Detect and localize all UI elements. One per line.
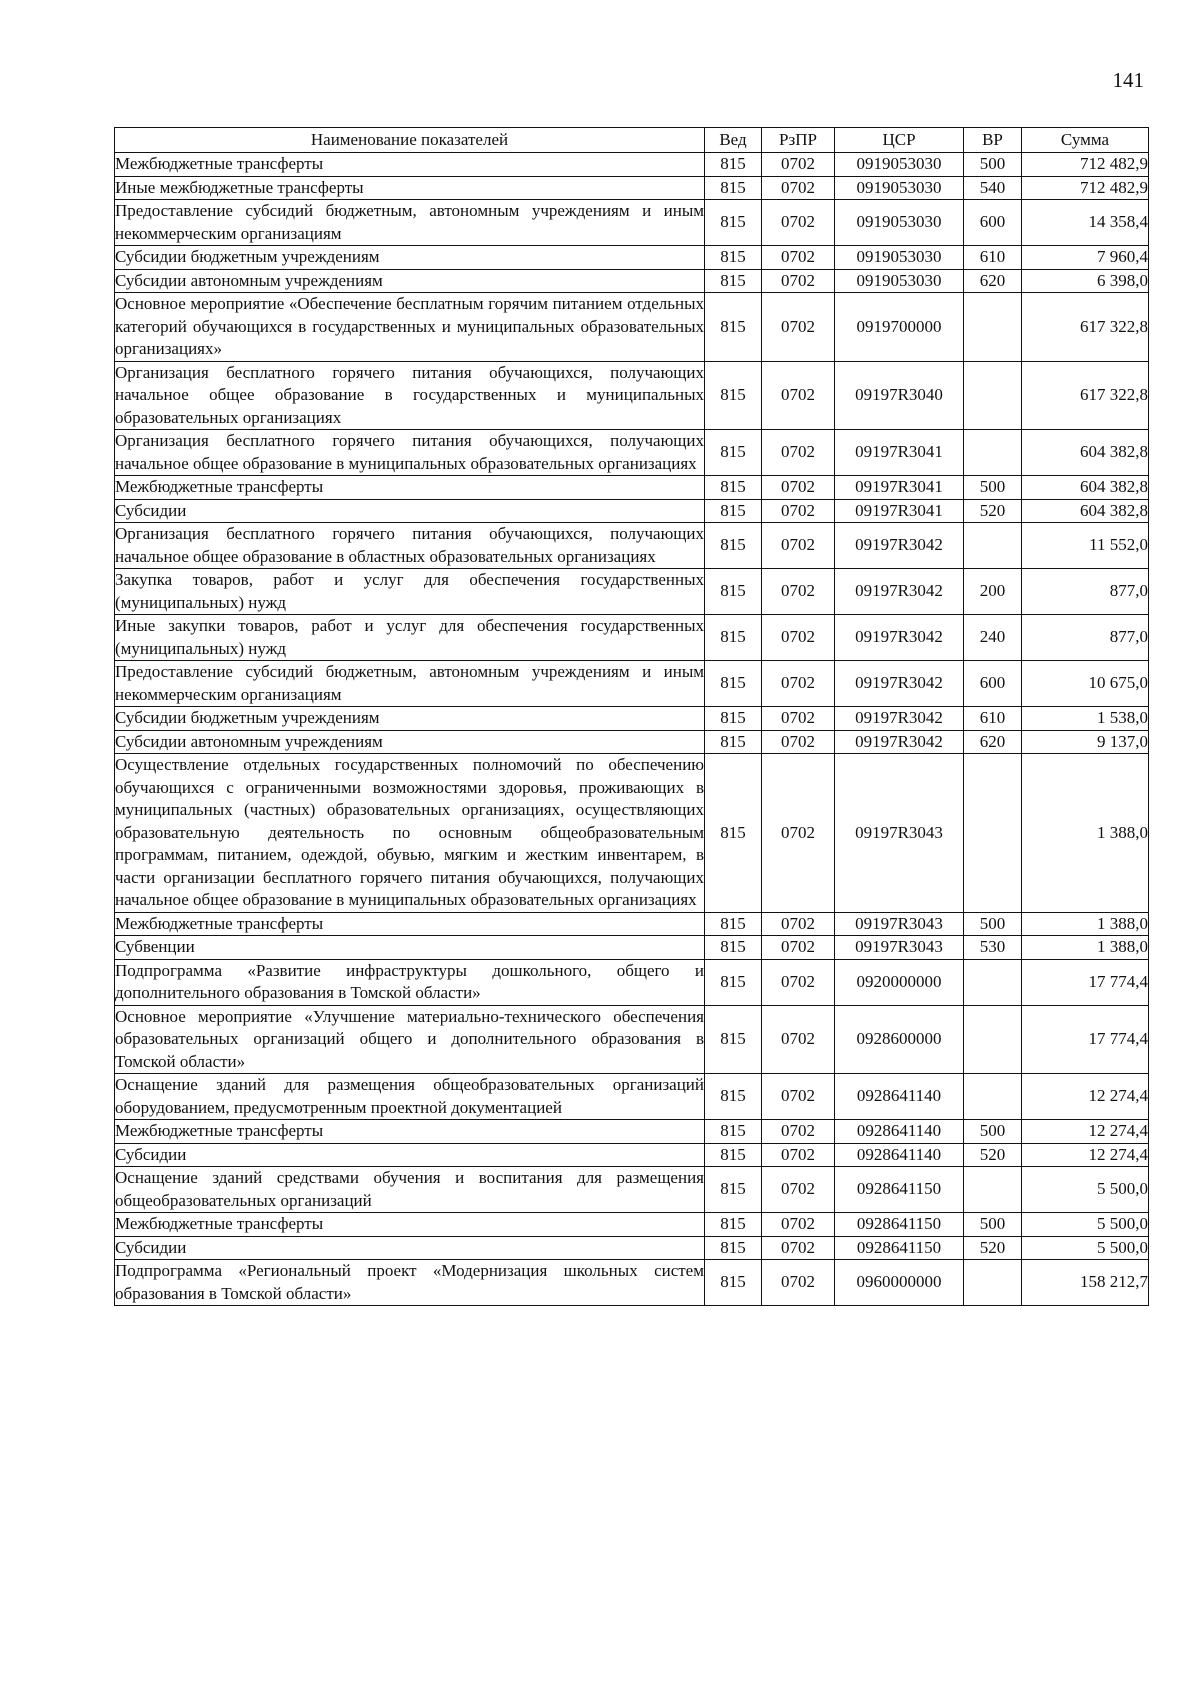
row-name: Межбюджетные трансферты <box>115 476 705 500</box>
row-vr: 540 <box>964 176 1022 200</box>
row-ved: 815 <box>705 430 762 476</box>
row-sum: 712 482,9 <box>1022 153 1149 177</box>
row-rzpr: 0702 <box>762 499 835 523</box>
row-sum: 604 382,8 <box>1022 430 1149 476</box>
row-csr: 09197R3043 <box>835 754 964 913</box>
row-ved: 815 <box>705 754 762 913</box>
row-sum: 1 388,0 <box>1022 936 1149 960</box>
row-csr: 0919053030 <box>835 200 964 246</box>
row-name: Организация бесплатного горячего питания обучающихся, получающих начальное общее образование в государственных и муниципальных образовательных организациях <box>115 361 705 430</box>
row-csr: 0928641150 <box>835 1236 964 1260</box>
table-body <box>115 153 1149 1306</box>
row-sum: 5 500,0 <box>1022 1213 1149 1237</box>
row-vr: 500 <box>964 476 1022 500</box>
row-vr <box>964 1074 1022 1120</box>
table-row <box>115 293 1149 362</box>
table-row <box>115 523 1149 569</box>
row-rzpr: 0702 <box>762 523 835 569</box>
row-ved: 815 <box>705 200 762 246</box>
row-rzpr: 0702 <box>762 269 835 293</box>
row-name: Межбюджетные трансферты <box>115 1213 705 1237</box>
row-name: Основное мероприятие «Улучшение материально-технического обеспечения образовательных организаций общего и дополнительного образования в Томской области» <box>115 1005 705 1074</box>
row-rzpr: 0702 <box>762 293 835 362</box>
row-name: Предоставление субсидий бюджетным, автономным учреждениям и иным некоммерческим организациям <box>115 200 705 246</box>
header-ved: Вед <box>705 128 762 153</box>
row-sum: 1 388,0 <box>1022 912 1149 936</box>
row-name: Межбюджетные трансферты <box>115 912 705 936</box>
table-row <box>115 1260 1149 1306</box>
row-name: Иные закупки товаров, работ и услуг для обеспечения государственных (муниципальных) нужд <box>115 615 705 661</box>
row-vr: 600 <box>964 661 1022 707</box>
row-ved: 815 <box>705 1120 762 1144</box>
row-rzpr: 0702 <box>762 176 835 200</box>
row-csr: 09197R3042 <box>835 523 964 569</box>
row-vr <box>964 361 1022 430</box>
table-row <box>115 730 1149 754</box>
row-ved: 815 <box>705 730 762 754</box>
row-name: Субсидии автономным учреждениям <box>115 730 705 754</box>
row-csr: 0919053030 <box>835 153 964 177</box>
row-csr: 09197R3042 <box>835 707 964 731</box>
row-rzpr: 0702 <box>762 912 835 936</box>
table-row <box>115 269 1149 293</box>
table-row <box>115 200 1149 246</box>
row-vr: 520 <box>964 499 1022 523</box>
row-ved: 815 <box>705 176 762 200</box>
row-vr <box>964 1005 1022 1074</box>
row-ved: 815 <box>705 1005 762 1074</box>
row-vr: 620 <box>964 269 1022 293</box>
row-rzpr: 0702 <box>762 1143 835 1167</box>
row-ved: 815 <box>705 615 762 661</box>
header-rzpr: РзПР <box>762 128 835 153</box>
row-rzpr: 0702 <box>762 361 835 430</box>
row-vr <box>964 1260 1022 1306</box>
row-name: Субсидии <box>115 499 705 523</box>
header-vr: ВР <box>964 128 1022 153</box>
row-ved: 815 <box>705 523 762 569</box>
row-rzpr: 0702 <box>762 1260 835 1306</box>
row-vr: 200 <box>964 569 1022 615</box>
table-row <box>115 1167 1149 1213</box>
row-rzpr: 0702 <box>762 246 835 270</box>
row-ved: 815 <box>705 293 762 362</box>
row-csr: 0928641150 <box>835 1167 964 1213</box>
row-rzpr: 0702 <box>762 200 835 246</box>
row-rzpr: 0702 <box>762 959 835 1005</box>
row-vr <box>964 430 1022 476</box>
table-row <box>115 615 1149 661</box>
row-vr: 620 <box>964 730 1022 754</box>
row-name: Субсидии бюджетным учреждениям <box>115 707 705 731</box>
row-csr: 0919700000 <box>835 293 964 362</box>
table-row <box>115 1143 1149 1167</box>
row-sum: 12 274,4 <box>1022 1120 1149 1144</box>
row-ved: 815 <box>705 153 762 177</box>
row-name: Подпрограмма «Региональный проект «Модернизация школьных систем образования в Томской области» <box>115 1260 705 1306</box>
row-csr: 09197R3042 <box>835 661 964 707</box>
row-sum: 877,0 <box>1022 569 1149 615</box>
table-row <box>115 1074 1149 1120</box>
row-ved: 815 <box>705 361 762 430</box>
row-name: Межбюджетные трансферты <box>115 153 705 177</box>
row-csr: 0920000000 <box>835 959 964 1005</box>
row-vr: 500 <box>964 1120 1022 1144</box>
row-vr <box>964 1167 1022 1213</box>
table-row <box>115 499 1149 523</box>
row-vr: 500 <box>964 912 1022 936</box>
row-ved: 815 <box>705 569 762 615</box>
table-row <box>115 959 1149 1005</box>
table-row <box>115 430 1149 476</box>
row-name: Межбюджетные трансферты <box>115 1120 705 1144</box>
row-rzpr: 0702 <box>762 615 835 661</box>
row-name: Оснащение зданий средствами обучения и воспитания для размещения общеобразовательных организаций <box>115 1167 705 1213</box>
row-sum: 5 500,0 <box>1022 1236 1149 1260</box>
table-row <box>115 246 1149 270</box>
row-csr: 09197R3042 <box>835 615 964 661</box>
row-csr: 09197R3043 <box>835 936 964 960</box>
row-ved: 815 <box>705 269 762 293</box>
row-sum: 617 322,8 <box>1022 293 1149 362</box>
row-name: Организация бесплатного горячего питания обучающихся, получающих начальное общее образование в муниципальных образовательных организациях <box>115 430 705 476</box>
row-name: Субсидии бюджетным учреждениям <box>115 246 705 270</box>
row-ved: 815 <box>705 936 762 960</box>
row-ved: 815 <box>705 1260 762 1306</box>
row-rzpr: 0702 <box>762 1213 835 1237</box>
table-row <box>115 754 1149 913</box>
row-csr: 09197R3042 <box>835 569 964 615</box>
row-ved: 815 <box>705 499 762 523</box>
row-csr: 0928641140 <box>835 1143 964 1167</box>
table-row <box>115 1120 1149 1144</box>
table-row <box>115 476 1149 500</box>
row-csr: 09197R3040 <box>835 361 964 430</box>
row-sum: 712 482,9 <box>1022 176 1149 200</box>
row-sum: 12 274,4 <box>1022 1074 1149 1120</box>
row-sum: 6 398,0 <box>1022 269 1149 293</box>
row-sum: 7 960,4 <box>1022 246 1149 270</box>
row-vr <box>964 959 1022 1005</box>
row-csr: 09197R3041 <box>835 499 964 523</box>
table-row <box>115 707 1149 731</box>
row-rzpr: 0702 <box>762 569 835 615</box>
row-rzpr: 0702 <box>762 707 835 731</box>
row-name: Субсидии автономным учреждениям <box>115 269 705 293</box>
row-csr: 0919053030 <box>835 176 964 200</box>
table-row <box>115 1236 1149 1260</box>
table-row <box>115 912 1149 936</box>
row-name: Субвенции <box>115 936 705 960</box>
row-sum: 1 388,0 <box>1022 754 1149 913</box>
row-ved: 815 <box>705 476 762 500</box>
header-csr: ЦСР <box>835 128 964 153</box>
row-rzpr: 0702 <box>762 754 835 913</box>
row-vr: 500 <box>964 1213 1022 1237</box>
row-sum: 604 382,8 <box>1022 476 1149 500</box>
row-sum: 10 675,0 <box>1022 661 1149 707</box>
row-sum: 11 552,0 <box>1022 523 1149 569</box>
header-sum: Сумма <box>1022 128 1149 153</box>
row-ved: 815 <box>705 1074 762 1120</box>
row-name: Предоставление субсидий бюджетным, автономным учреждениям и иным некоммерческим организациям <box>115 661 705 707</box>
row-sum: 17 774,4 <box>1022 1005 1149 1074</box>
budget-table <box>114 127 1149 1306</box>
row-vr: 610 <box>964 246 1022 270</box>
row-csr: 0919053030 <box>835 246 964 270</box>
row-csr: 0928641150 <box>835 1213 964 1237</box>
row-vr: 240 <box>964 615 1022 661</box>
row-vr: 500 <box>964 153 1022 177</box>
row-vr <box>964 754 1022 913</box>
row-sum: 1 538,0 <box>1022 707 1149 731</box>
row-sum: 604 382,8 <box>1022 499 1149 523</box>
row-ved: 815 <box>705 707 762 731</box>
row-name: Подпрограмма «Развитие инфраструктуры дошкольного, общего и дополнительного образования в Томской области» <box>115 959 705 1005</box>
row-csr: 0960000000 <box>835 1260 964 1306</box>
row-vr: 520 <box>964 1236 1022 1260</box>
table-header-row <box>115 128 1149 153</box>
row-csr: 0928641140 <box>835 1074 964 1120</box>
table-row <box>115 153 1149 177</box>
row-name: Организация бесплатного горячего питания обучающихся, получающих начальное общее образование в областных образовательных организациях <box>115 523 705 569</box>
row-sum: 12 274,4 <box>1022 1143 1149 1167</box>
row-vr: 530 <box>964 936 1022 960</box>
row-sum: 14 358,4 <box>1022 200 1149 246</box>
row-ved: 815 <box>705 1236 762 1260</box>
row-rzpr: 0702 <box>762 936 835 960</box>
row-rzpr: 0702 <box>762 1074 835 1120</box>
row-rzpr: 0702 <box>762 476 835 500</box>
row-ved: 815 <box>705 1167 762 1213</box>
row-vr <box>964 293 1022 362</box>
row-name: Оснащение зданий для размещения общеобразовательных организаций оборудованием, предусмотренным проектной документацией <box>115 1074 705 1120</box>
row-ved: 815 <box>705 661 762 707</box>
row-sum: 9 137,0 <box>1022 730 1149 754</box>
row-csr: 0928600000 <box>835 1005 964 1074</box>
row-ved: 815 <box>705 912 762 936</box>
row-ved: 815 <box>705 959 762 1005</box>
row-csr: 09197R3042 <box>835 730 964 754</box>
row-rzpr: 0702 <box>762 661 835 707</box>
row-vr: 520 <box>964 1143 1022 1167</box>
row-sum: 877,0 <box>1022 615 1149 661</box>
row-vr: 610 <box>964 707 1022 731</box>
table-row <box>115 1005 1149 1074</box>
row-vr <box>964 523 1022 569</box>
header-name: Наименование показателей <box>115 128 705 153</box>
row-rzpr: 0702 <box>762 1236 835 1260</box>
row-ved: 815 <box>705 1213 762 1237</box>
row-sum: 158 212,7 <box>1022 1260 1149 1306</box>
row-rzpr: 0702 <box>762 430 835 476</box>
table-row <box>115 176 1149 200</box>
row-name: Осуществление отдельных государственных полномочий по обеспечению обучающихся с ограниченными возможностями здоровья, проживающих в муниципальных (частных) образовательных организациях, осуществляющих образовательную деятельность по основным общеобразовательным программам, питанием, одеждой, обувью, мягким и жестким инвентарем, в части организации бесплатного горячего питания обучающихся, получающих начальное общее образование в муниципальных образовательных организациях <box>115 754 705 913</box>
row-csr: 0928641140 <box>835 1120 964 1144</box>
row-name: Субсидии <box>115 1143 705 1167</box>
row-rzpr: 0702 <box>762 1005 835 1074</box>
row-csr: 0919053030 <box>835 269 964 293</box>
row-name: Субсидии <box>115 1236 705 1260</box>
row-name: Закупка товаров, работ и услуг для обеспечения государственных (муниципальных) нужд <box>115 569 705 615</box>
row-rzpr: 0702 <box>762 1167 835 1213</box>
row-name: Иные межбюджетные трансферты <box>115 176 705 200</box>
row-csr: 09197R3041 <box>835 476 964 500</box>
row-rzpr: 0702 <box>762 1120 835 1144</box>
table-row <box>115 936 1149 960</box>
table-row <box>115 661 1149 707</box>
table-row <box>115 1213 1149 1237</box>
row-ved: 815 <box>705 246 762 270</box>
row-vr: 600 <box>964 200 1022 246</box>
row-csr: 09197R3041 <box>835 430 964 476</box>
row-name: Основное мероприятие «Обеспечение бесплатным горячим питанием отдельных категорий обучающихся в государственных и муниципальных образовательных организациях» <box>115 293 705 362</box>
table-row <box>115 361 1149 430</box>
row-rzpr: 0702 <box>762 153 835 177</box>
row-csr: 09197R3043 <box>835 912 964 936</box>
row-sum: 5 500,0 <box>1022 1167 1149 1213</box>
table-row <box>115 569 1149 615</box>
row-rzpr: 0702 <box>762 730 835 754</box>
row-sum: 17 774,4 <box>1022 959 1149 1005</box>
row-ved: 815 <box>705 1143 762 1167</box>
row-sum: 617 322,8 <box>1022 361 1149 430</box>
page-number: 141 <box>1112 68 1144 92</box>
